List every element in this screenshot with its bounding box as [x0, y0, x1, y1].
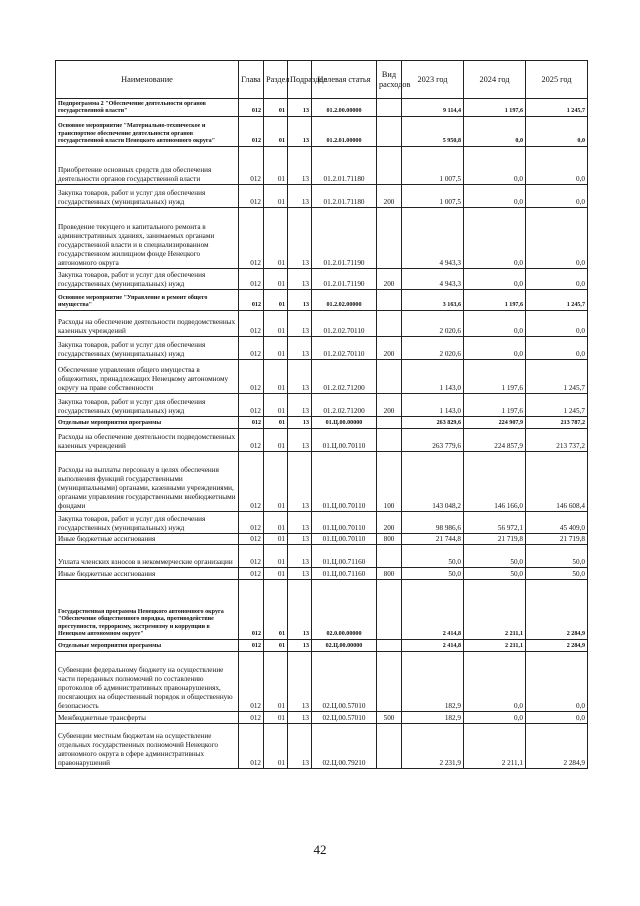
- table-row: [56, 512, 588, 534]
- cell-glava: 012: [239, 117, 264, 147]
- cell-y2023: 9 114,4: [402, 99, 464, 117]
- cell-razdel: 01: [264, 185, 288, 208]
- header-2024: 2024 год: [464, 61, 526, 99]
- cell-razdel: 01: [264, 429, 288, 452]
- cell-y2024: 1 197,6: [464, 99, 526, 117]
- cell-y2024: 50,0: [464, 568, 526, 580]
- cell-razdel: 01: [264, 360, 288, 394]
- header-target: Целевая статья: [312, 61, 377, 99]
- cell-target: 01.2.01.71190: [312, 208, 377, 269]
- cell-y2025: 0,0: [526, 269, 588, 290]
- cell-y2024: 0,0: [464, 337, 526, 360]
- cell-y2024: 2 211,1: [464, 580, 526, 640]
- cell-vid: 800: [377, 568, 402, 580]
- cell-y2024: 0,0: [464, 652, 526, 712]
- cell-y2024: 0,0: [464, 185, 526, 208]
- cell-name: Закупка товаров, работ и услуг для обеспечения государственных (муниципальных) нужд: [56, 394, 239, 417]
- cell-glava: 012: [239, 269, 264, 290]
- cell-razdel: 01: [264, 337, 288, 360]
- header-podrazdel: Подраздел: [288, 61, 312, 99]
- cell-glava: 012: [239, 429, 264, 452]
- cell-target: 02.Ц.00.79210: [312, 724, 377, 769]
- cell-glava: 012: [239, 185, 264, 208]
- cell-podrazdel: 13: [288, 99, 312, 117]
- cell-name: Закупка товаров, работ и услуг для обеспечения государственных (муниципальных) нужд: [56, 512, 239, 534]
- cell-razdel: 01: [264, 417, 288, 429]
- header-vid: Вид расходов: [377, 61, 402, 99]
- cell-razdel: 01: [264, 208, 288, 269]
- cell-y2023: 2 020,6: [402, 311, 464, 337]
- cell-podrazdel: 13: [288, 208, 312, 269]
- cell-y2025: 2 284,9: [526, 580, 588, 640]
- table-row: [56, 394, 588, 417]
- cell-target: 01.Ц.00.70110: [312, 534, 377, 545]
- budget-table: [55, 60, 588, 769]
- cell-target: 01.2.01.71180: [312, 147, 377, 185]
- cell-name: Иные бюджетные ассигнования: [56, 568, 239, 580]
- header-2023: 2023 год: [402, 61, 464, 99]
- cell-glava: 012: [239, 417, 264, 429]
- cell-name: Проведение текущего и капитального ремонта в административных зданиях, занимаемых органами государственной власти и в специализированном государственном жилищном фонде Ненецкого автономного округа: [56, 208, 239, 269]
- cell-glava: 012: [239, 311, 264, 337]
- cell-razdel: 01: [264, 290, 288, 311]
- cell-y2023: 3 163,6: [402, 290, 464, 311]
- cell-vid: [377, 652, 402, 712]
- cell-target: 01.2.02.71200: [312, 394, 377, 417]
- cell-name: Субвенции местным бюджетам на осуществление отдельных государственных полномочий Ненецкого автономного округа в сфере административных правонарушений: [56, 724, 239, 769]
- cell-target: 01.Ц.00.70110: [312, 452, 377, 512]
- cell-target: 02.0.00.00000: [312, 580, 377, 640]
- cell-vid: [377, 580, 402, 640]
- cell-podrazdel: 13: [288, 580, 312, 640]
- table-row: [56, 452, 588, 512]
- cell-vid: 200: [377, 185, 402, 208]
- cell-vid: 800: [377, 534, 402, 545]
- table-row: [56, 117, 588, 147]
- cell-name: Отдельные мероприятия программы: [56, 640, 239, 652]
- cell-y2023: 2 020,6: [402, 337, 464, 360]
- cell-y2024: 21 719,8: [464, 534, 526, 545]
- cell-name: Основное мероприятие "Управление и ремонт общего имущества": [56, 290, 239, 311]
- cell-razdel: 01: [264, 580, 288, 640]
- cell-razdel: 01: [264, 394, 288, 417]
- cell-vid: 100: [377, 452, 402, 512]
- table-row: [56, 185, 588, 208]
- table-row: [56, 545, 588, 568]
- cell-vid: 200: [377, 269, 402, 290]
- cell-glava: 012: [239, 290, 264, 311]
- cell-glava: 012: [239, 580, 264, 640]
- cell-glava: 012: [239, 534, 264, 545]
- cell-glava: 012: [239, 208, 264, 269]
- cell-vid: [377, 290, 402, 311]
- table-row: [56, 311, 588, 337]
- table-row: [56, 580, 588, 640]
- cell-y2024: 0,0: [464, 147, 526, 185]
- cell-y2024: 0,0: [464, 311, 526, 337]
- cell-y2024: 224 857,9: [464, 429, 526, 452]
- cell-y2025: 1 245,7: [526, 99, 588, 117]
- cell-vid: [377, 417, 402, 429]
- cell-y2024: 0,0: [464, 269, 526, 290]
- cell-target: 02.Ц.00.57010: [312, 712, 377, 724]
- cell-y2024: 0,0: [464, 208, 526, 269]
- cell-razdel: 01: [264, 269, 288, 290]
- cell-razdel: 01: [264, 452, 288, 512]
- cell-razdel: 01: [264, 712, 288, 724]
- cell-y2025: 1 245,7: [526, 394, 588, 417]
- cell-razdel: 01: [264, 147, 288, 185]
- cell-glava: 012: [239, 724, 264, 769]
- cell-podrazdel: 13: [288, 337, 312, 360]
- table-row: [56, 429, 588, 452]
- cell-name: Обеспечение управления общего имущества в общежитиях, принадлежащих Ненецкому автономному округу на праве собственности: [56, 360, 239, 394]
- cell-glava: 012: [239, 712, 264, 724]
- cell-target: 01.2.02.71200: [312, 360, 377, 394]
- table-row: [56, 640, 588, 652]
- cell-name: Подпрограмма 2 "Обеспечение деятельности органов государственной власти": [56, 99, 239, 117]
- cell-y2025: 21 719,8: [526, 534, 588, 545]
- cell-y2025: 45 409,0: [526, 512, 588, 534]
- cell-name: Основное мероприятие "Материально-техническое и транспортное обеспечение деятельности органов государственной власти Ненецкого автономного округа": [56, 117, 239, 147]
- cell-podrazdel: 13: [288, 394, 312, 417]
- cell-y2023: 98 986,6: [402, 512, 464, 534]
- cell-razdel: 01: [264, 512, 288, 534]
- cell-y2023: 263 829,6: [402, 417, 464, 429]
- cell-target: 01.2.02.70110: [312, 337, 377, 360]
- cell-glava: 012: [239, 512, 264, 534]
- cell-razdel: 01: [264, 99, 288, 117]
- cell-y2023: 182,9: [402, 652, 464, 712]
- cell-target: 02.Ц.00.57010: [312, 652, 377, 712]
- cell-y2023: 143 048,2: [402, 452, 464, 512]
- cell-podrazdel: 13: [288, 185, 312, 208]
- cell-vid: 200: [377, 512, 402, 534]
- cell-y2025: 2 284,9: [526, 724, 588, 769]
- cell-y2023: 1 143,0: [402, 360, 464, 394]
- cell-glava: 012: [239, 360, 264, 394]
- cell-podrazdel: 13: [288, 568, 312, 580]
- cell-y2025: 0,0: [526, 208, 588, 269]
- table-row: [56, 568, 588, 580]
- cell-y2025: 0,0: [526, 147, 588, 185]
- cell-y2025: 0,0: [526, 311, 588, 337]
- cell-name: Субвенции федеральному бюджету на осуществление части переданных полномочий по составлению протоколов об административных правонарушениях, посягающих на общественный порядок и общественную безопасность: [56, 652, 239, 712]
- cell-y2023: 1 007,5: [402, 185, 464, 208]
- cell-name: Отдельные мероприятия программы: [56, 417, 239, 429]
- cell-razdel: 01: [264, 545, 288, 568]
- cell-name: Закупка товаров, работ и услуг для обеспечения государственных (муниципальных) нужд: [56, 185, 239, 208]
- cell-podrazdel: 13: [288, 512, 312, 534]
- table-row: [56, 99, 588, 117]
- cell-y2025: 0,0: [526, 337, 588, 360]
- cell-y2025: 1 245,7: [526, 360, 588, 394]
- cell-podrazdel: 13: [288, 417, 312, 429]
- page-number: 42: [313, 842, 327, 857]
- cell-y2023: 4 943,3: [402, 269, 464, 290]
- cell-y2024: 1 197,6: [464, 290, 526, 311]
- cell-podrazdel: 13: [288, 429, 312, 452]
- cell-glava: 012: [239, 652, 264, 712]
- table-header-row: [56, 61, 588, 99]
- cell-target: 01.Ц.00.71160: [312, 568, 377, 580]
- cell-target: 01.Ц.00.70110: [312, 429, 377, 452]
- cell-podrazdel: 13: [288, 545, 312, 568]
- cell-target: 01.2.02.70110: [312, 311, 377, 337]
- cell-y2023: 2 231,9: [402, 724, 464, 769]
- cell-name: Расходы на обеспечение деятельности подведомственных казенных учреждений: [56, 429, 239, 452]
- cell-name: Расходы на обеспечение деятельности подведомственных казенных учреждений: [56, 311, 239, 337]
- cell-target: 02.Ц.00.00000: [312, 640, 377, 652]
- table-row: [56, 337, 588, 360]
- cell-vid: [377, 117, 402, 147]
- cell-podrazdel: 13: [288, 360, 312, 394]
- cell-podrazdel: 13: [288, 269, 312, 290]
- cell-razdel: 01: [264, 652, 288, 712]
- cell-y2023: 1 007,5: [402, 147, 464, 185]
- cell-y2024: 0,0: [464, 712, 526, 724]
- table-row: [56, 360, 588, 394]
- cell-target: 01.2.00.00000: [312, 99, 377, 117]
- cell-vid: [377, 311, 402, 337]
- header-razdel: Раздел: [264, 61, 288, 99]
- cell-y2023: 21 744,8: [402, 534, 464, 545]
- cell-vid: [377, 640, 402, 652]
- table-row: [56, 712, 588, 724]
- cell-y2023: 2 414,8: [402, 580, 464, 640]
- cell-target: 01.2.01.71190: [312, 269, 377, 290]
- table-row: [56, 417, 588, 429]
- cell-target: 01.Ц.00.00000: [312, 417, 377, 429]
- cell-podrazdel: 13: [288, 712, 312, 724]
- cell-vid: [377, 360, 402, 394]
- cell-y2023: 263 779,6: [402, 429, 464, 452]
- cell-podrazdel: 13: [288, 452, 312, 512]
- cell-glava: 012: [239, 337, 264, 360]
- table-row: [56, 147, 588, 185]
- cell-y2024: 1 197,6: [464, 360, 526, 394]
- cell-vid: [377, 147, 402, 185]
- cell-y2024: 1 197,6: [464, 394, 526, 417]
- cell-name: Государственная программа Ненецкого автономного округа "Обеспечение общественного порядка, противодействие преступности, терроризму, экстремизму и коррупции в Ненецком автономном округе": [56, 580, 239, 640]
- cell-podrazdel: 13: [288, 724, 312, 769]
- cell-y2025: 0,0: [526, 185, 588, 208]
- cell-y2024: 50,0: [464, 545, 526, 568]
- cell-razdel: 01: [264, 640, 288, 652]
- cell-podrazdel: 13: [288, 652, 312, 712]
- cell-y2024: 2 211,1: [464, 640, 526, 652]
- cell-name: Приобретение основных средств для обеспечения деятельности органов государственной власти: [56, 147, 239, 185]
- table-row: [56, 269, 588, 290]
- cell-target: 01.2.01.00000: [312, 117, 377, 147]
- cell-podrazdel: 13: [288, 290, 312, 311]
- cell-y2024: 56 972,1: [464, 512, 526, 534]
- cell-glava: 012: [239, 99, 264, 117]
- cell-name: Межбюджетные трансферты: [56, 712, 239, 724]
- cell-name: Уплата членских взносов в некоммерческие организации: [56, 545, 239, 568]
- cell-y2025: 0,0: [526, 712, 588, 724]
- cell-glava: 012: [239, 452, 264, 512]
- cell-razdel: 01: [264, 568, 288, 580]
- cell-name: Иные бюджетные ассигнования: [56, 534, 239, 545]
- cell-y2024: 146 166,0: [464, 452, 526, 512]
- table-row: [56, 724, 588, 769]
- table-row: [56, 534, 588, 545]
- cell-glava: 012: [239, 640, 264, 652]
- table-row: [56, 208, 588, 269]
- cell-y2023: 182,9: [402, 712, 464, 724]
- cell-y2025: 0,0: [526, 117, 588, 147]
- cell-vid: [377, 724, 402, 769]
- cell-y2025: 2 284,9: [526, 640, 588, 652]
- cell-podrazdel: 13: [288, 640, 312, 652]
- cell-y2024: 2 211,1: [464, 724, 526, 769]
- cell-podrazdel: 13: [288, 117, 312, 147]
- cell-glava: 012: [239, 394, 264, 417]
- cell-vid: 500: [377, 712, 402, 724]
- header-glava: Глава: [239, 61, 264, 99]
- cell-y2025: 213 737,2: [526, 429, 588, 452]
- cell-y2025: 213 787,2: [526, 417, 588, 429]
- cell-target: 01.Ц.00.71160: [312, 545, 377, 568]
- cell-glava: 012: [239, 545, 264, 568]
- cell-vid: [377, 545, 402, 568]
- cell-podrazdel: 13: [288, 534, 312, 545]
- header-2025: 2025 год: [526, 61, 588, 99]
- cell-vid: 200: [377, 394, 402, 417]
- cell-podrazdel: 13: [288, 147, 312, 185]
- cell-glava: 012: [239, 568, 264, 580]
- cell-glava: 012: [239, 147, 264, 185]
- cell-y2023: 2 414,8: [402, 640, 464, 652]
- cell-vid: [377, 208, 402, 269]
- cell-target: 01.2.02.00000: [312, 290, 377, 311]
- cell-vid: 200: [377, 337, 402, 360]
- cell-y2023: 50,0: [402, 545, 464, 568]
- cell-y2024: 224 907,9: [464, 417, 526, 429]
- cell-razdel: 01: [264, 117, 288, 147]
- cell-razdel: 01: [264, 724, 288, 769]
- cell-name: Расходы на выплаты персоналу в целях обеспечения выполнения функций государственными (муниципальными) органами, казенными учреждениями, органами управления государственными внебюджетными фондами: [56, 452, 239, 512]
- cell-y2025: 50,0: [526, 568, 588, 580]
- cell-y2024: 0,0: [464, 117, 526, 147]
- table-body: [56, 99, 588, 769]
- cell-y2023: 1 143,0: [402, 394, 464, 417]
- cell-y2025: 1 245,7: [526, 290, 588, 311]
- cell-vid: [377, 429, 402, 452]
- cell-podrazdel: 13: [288, 311, 312, 337]
- cell-target: 01.Ц.00.70110: [312, 512, 377, 534]
- table-row: [56, 652, 588, 712]
- cell-razdel: 01: [264, 311, 288, 337]
- cell-y2025: 0,0: [526, 652, 588, 712]
- cell-vid: [377, 99, 402, 117]
- cell-y2025: 146 608,4: [526, 452, 588, 512]
- cell-y2023: 5 950,8: [402, 117, 464, 147]
- cell-name: Закупка товаров, работ и услуг для обеспечения государственных (муниципальных) нужд: [56, 337, 239, 360]
- table-row: [56, 290, 588, 311]
- cell-name: Закупка товаров, работ и услуг для обеспечения государственных (муниципальных) нужд: [56, 269, 239, 290]
- cell-y2023: 50,0: [402, 568, 464, 580]
- header-name: Наименование: [56, 61, 239, 99]
- cell-target: 01.2.01.71180: [312, 185, 377, 208]
- cell-y2025: 50,0: [526, 545, 588, 568]
- cell-y2023: 4 943,3: [402, 208, 464, 269]
- cell-razdel: 01: [264, 534, 288, 545]
